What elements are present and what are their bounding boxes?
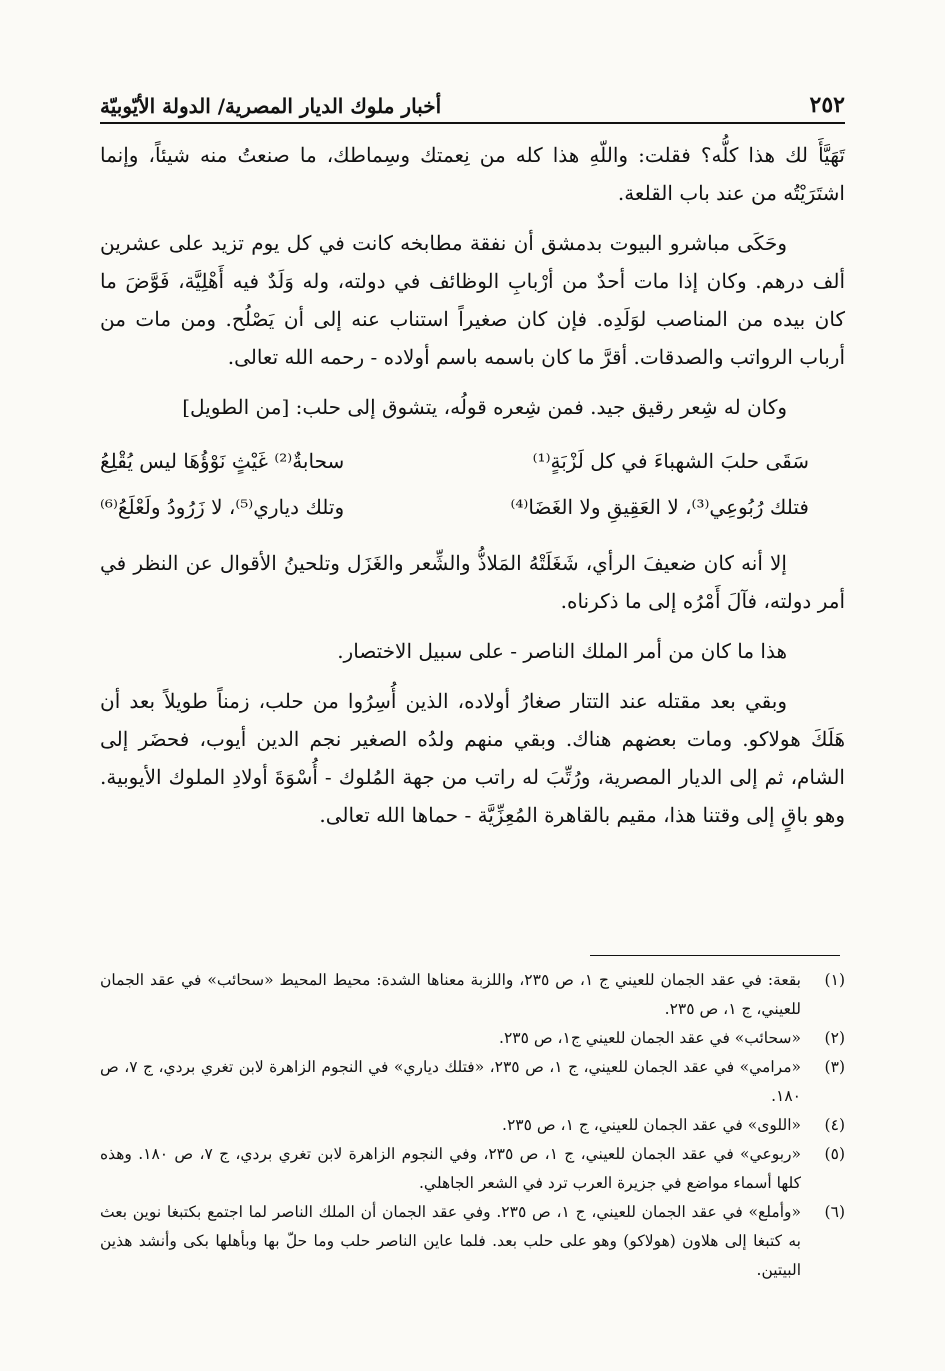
footnote-text: «اللوى» في عقد الجمان للعيني، ج ١، ص ٢٣٥. <box>502 1116 801 1134</box>
footnote-number: (١) <box>824 971 845 989</box>
paragraph: هذا ما كان من أمر الملك الناصر - على سبيل الاختصار. <box>337 639 787 663</box>
footnote <box>100 1053 845 1111</box>
footnote <box>100 1111 845 1140</box>
footnote <box>100 1024 845 1053</box>
poem-verse <box>100 484 845 530</box>
verse-first-hemistich: فتلك رُبُوعِي⁽³⁾، لا العَقِيقِ ولا الغَضَا⁽⁴⁾ <box>510 495 809 519</box>
footnote-text: «مرامي» في عقد الجمان للعيني، ج ١، ص ٢٣٥، «فتلك دياري» في النجوم الزاهرة لابن تغري بردي، ج ٧، ص ١٨٠. <box>100 1058 801 1105</box>
footnote-text: بقعة: في عقد الجمان للعيني ج ١، ص ٢٣٥، واللزبة معناها الشدة: محيط المحيط «سحائب» في عقد الجمان للعيني، ج ١، ص ٢٣٥. <box>100 971 801 1018</box>
main-text <box>100 136 845 846</box>
running-title: أخبار ملوك الديار المصرية/ الدولة الأيّوبيّة <box>100 94 442 118</box>
footnote <box>100 1140 845 1198</box>
paragraph: وبقي بعد مقتله عند التتار صغارُ أولاده، الذين أُسِرُوا من حلب، زمناً طويلاً بعد أن هَلَكَ هولاكو. ومات بعضهم هناك. وبقي منهم ولدُه الصغير نجم الدين أيوب، فحضَر إلى الشام، ثم إلى الديار المصرية، ورُتِّبَ له راتب من جهة المُلوك - أُسْوَةَ أولادِ الملوك الأيوبية. وهو باقٍ إلى وقتنا هذا، مقيم بالقاهرة المُعِزِّيَّة - حماها الله تعالى. <box>100 689 845 827</box>
page-number: ٢٥٢ <box>809 92 845 118</box>
footnote-text: «سحائب» في عقد الجمان للعيني ج١، ص ٢٣٥. <box>499 1029 801 1047</box>
footnote-number: (٣) <box>824 1058 845 1076</box>
footnote-number: (٥) <box>824 1145 845 1163</box>
footnote <box>100 1198 845 1285</box>
verse-second-hemistich: سحابةٌ⁽²⁾ غَيْثٍ نَوْؤُهَا ليس يُقْلِعُ <box>100 449 345 473</box>
footnotes <box>100 966 845 1285</box>
footnote-number: (٤) <box>824 1116 845 1134</box>
poem-verse <box>100 438 845 484</box>
paragraph: إلا أنه كان ضعيفَ الرأي، شَغَلَتْهُ المَلاذُّ والشِّعر والغَزَل وتلحينُ الأقوال عن النظر في أمر دولته، فآلَ أَمْرُه إلى ما ذكرناه. <box>100 551 845 613</box>
verse-first-hemistich: سَقَى حلبَ الشهباءَ في كل لَزْبَةٍ⁽¹⁾ <box>532 449 809 473</box>
page-header <box>100 82 845 118</box>
footnote-text: «وأملع» في عقد الجمان للعيني، ج ١، ص ٢٣٥. وفي عقد الجمان أن الملك الناصر لما اجتمع بكتبغا نوين بعث به كتبغا إلى هلاون (هولاكو) وهو على حلب بعد. فلما عاين الناصر حلب وما حلّ بها وبأهلها بكى وأنشد هذين البيتين. <box>100 1203 801 1279</box>
paragraph: وحَكَى مباشرو البيوت بدمشق أن نفقة مطابخه كانت في كل يوم تزيد على عشرين ألف درهم. وكان إذا مات أحدٌ من أرْبابِ الوظائف في دولته، وله وَلَدٌ فيه أَهْلِيَّة، فَوَّضَ ما كان بيده من المناصب لوَلَدِه. فإن كان صغيراً استناب عنه إلى أن يَصْلُح. ومن مات من أرباب الرواتب والصدقات. أقرَّ ما كان باسمه باسم أولاده - رحمه الله تعالى. <box>100 231 845 369</box>
footnote-text: «ربوعي» في عقد الجمان للعيني، ج ١، ص ٢٣٥، وفي النجوم الزاهرة لابن تغري بردي، ج ٧، ص ١٨٠. وهذه كلها أسماء مواضع في جزيرة العرب ترد في الشعر الجاهلي. <box>100 1145 801 1192</box>
paragraph: تَهَيَّأَ لك هذا كلُّه؟ فقلت: واللّهِ هذا كله من نِعمتك وسِماطك، ما صنعتُ منه شيئاً، وإنما اشتَرَيْتُه من عند باب القلعة. <box>100 143 845 205</box>
footnote-number: (٢) <box>824 1029 845 1047</box>
paragraph: وكان له شِعر رقيق جيد. فمن شِعره قولُه، يتشوق إلى حلب: [من الطويل] <box>182 395 787 419</box>
footnote <box>100 966 845 1024</box>
footnote-rule <box>590 955 840 956</box>
poem <box>100 438 845 530</box>
footnote-number: (٦) <box>824 1203 845 1221</box>
verse-second-hemistich: وتلك دياري⁽⁵⁾، لا زَرُودُ ولَعْلَعُ⁽⁶⁾ <box>100 495 345 519</box>
header-rule <box>100 122 845 124</box>
